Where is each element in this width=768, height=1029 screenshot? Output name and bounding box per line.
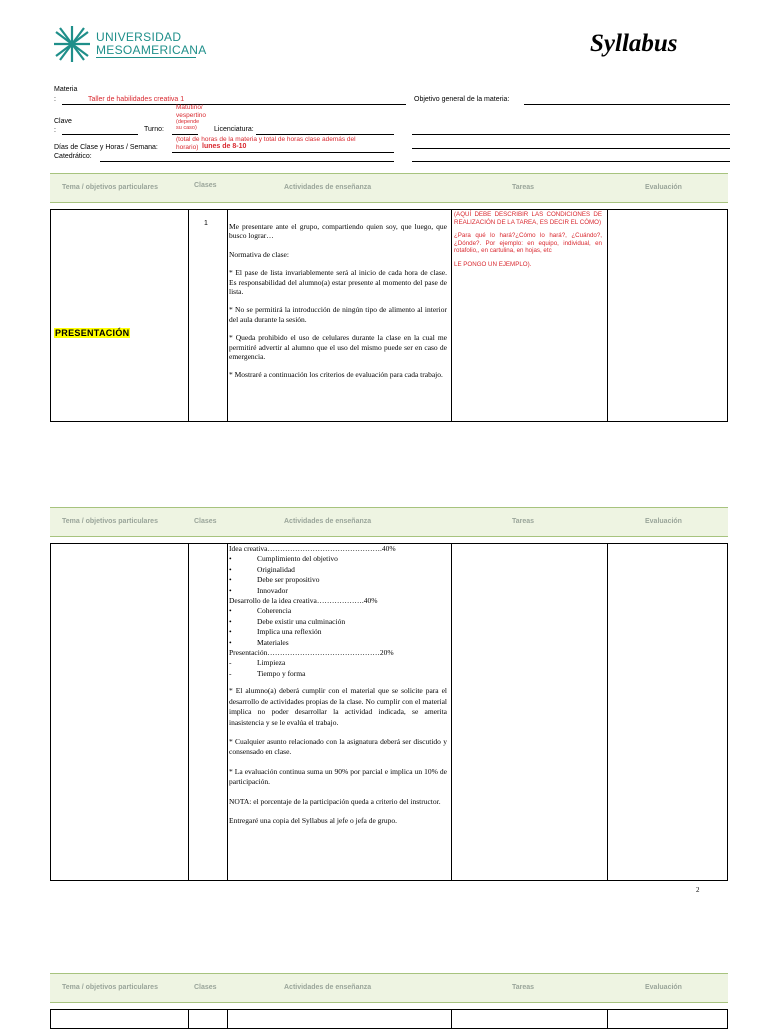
list-item: • Materiales <box>229 638 447 648</box>
desarrollo-line: Desarrollo de la idea creativa……………….40% <box>229 596 378 606</box>
col-actividades-header: Actividades de enseñanza <box>284 184 372 191</box>
tema-presentacion: PRESENTACIÓN <box>55 328 130 338</box>
col-tareas-header: Tareas <box>512 184 535 191</box>
col-tema-header: Tema / objetivos particulares <box>62 984 158 991</box>
col-divider <box>227 1010 228 1028</box>
col-divider <box>607 1010 608 1028</box>
col-evaluacion-header: Evaluación <box>645 984 682 991</box>
list-item: • Coherencia <box>229 606 447 616</box>
idea-creativa-line: Idea creativa……………………………………….40% <box>229 544 396 553</box>
clave-label: Clave <box>54 118 72 125</box>
licenciatura-label: Licenciatura: <box>214 126 254 133</box>
materia-value[interactable]: Taller de habilidades creativa 1 <box>88 96 185 103</box>
materia-underline <box>62 104 406 105</box>
syllabus-table-3 <box>50 1009 728 1029</box>
objetivo-field[interactable] <box>524 104 730 105</box>
logo-emblem-icon <box>52 24 92 64</box>
actividades-cell-2 <box>229 544 447 826</box>
page-number: 2 <box>696 886 700 894</box>
list-item: • Originalidad <box>229 565 447 575</box>
list-item: • Implica una reflexión <box>229 627 447 637</box>
tarea-paragraph: LE PONGO UN EJEMPLO). <box>454 260 532 268</box>
dias-label: Días de Clase y Horas / Semana: <box>54 144 158 151</box>
logo-underline <box>96 57 196 58</box>
objetivo-line-3[interactable] <box>412 148 730 149</box>
col-actividades-header: Actividades de enseñanza <box>284 518 372 525</box>
actividad-paragraph: * No se permitirá la introducción de ningún tipo de alimento al interior del aula durante la sesión. <box>229 305 447 324</box>
col-divider <box>227 210 228 421</box>
document-title: Syllabus <box>590 30 678 57</box>
dias-underline <box>172 152 394 153</box>
table-header-band-3 <box>50 973 728 1003</box>
col-divider <box>188 210 189 421</box>
horas-value[interactable]: lunes de 8-10 <box>202 143 247 150</box>
actividad-paragraph: * Mostraré a continuación los criterios de evaluación para cada trabajo. <box>229 370 443 380</box>
col-tema-header: Tema / objetivos particulares <box>62 518 158 525</box>
licenciatura-field[interactable] <box>256 134 394 135</box>
actividad-paragraph: * La evaluación continua suma un 90% por parcial e implica un 10% de participación. <box>229 766 447 787</box>
horas-note: (total de horas de la materia y total de horas clase además del horario) <box>176 136 356 151</box>
tareas-cell-1 <box>454 211 602 275</box>
actividad-paragraph: Me presentare ante el grupo, compartiendo quien soy, que luego, que busco lograr… <box>229 222 447 241</box>
col-clases-header: Clases <box>194 182 217 189</box>
actividad-paragraph: * El alumno(a) deberá cumplir con el material que se solicite para el desarrollo de actividades propias de la clase. No cumplir con el material implica no poder desarrollar la actividad indicada, se amerita inasistencia y se le evalúa el trabajo. <box>229 686 447 727</box>
materia-label: Materia <box>54 86 78 93</box>
list-item: • Debe ser propositivo <box>229 575 447 585</box>
col-divider <box>188 544 189 880</box>
list-item: - Tiempo y forma <box>229 669 447 679</box>
col-divider <box>451 544 452 880</box>
logo-text-line2: MESOAMERICANA <box>96 43 207 57</box>
col-tareas-header: Tareas <box>512 518 535 525</box>
objetivo-label: Objetivo general de la materia: <box>414 96 510 103</box>
col-divider <box>607 210 608 421</box>
col-evaluacion-header: Evaluación <box>645 518 682 525</box>
logo-text-line1: UNIVERSIDAD <box>96 30 182 44</box>
objetivo-line-4[interactable] <box>412 161 730 162</box>
turno-label: Turno: <box>144 126 164 133</box>
university-logo <box>52 24 207 64</box>
clave-colon: : <box>54 127 56 134</box>
catedratico-field[interactable] <box>100 161 394 162</box>
turno-field[interactable] <box>172 134 198 135</box>
turno-depende-note: (depende su caso) <box>176 119 200 131</box>
col-divider <box>451 210 452 421</box>
tarea-paragraph: ¿Para qué lo hará?¿Cómo lo hará?, ¿Cuándo?, ¿Dónde?. Por ejemplo: en equipo, individual, en rotafolio,, en cartulina, en hojas, etc <box>454 232 602 255</box>
table-header-band-2 <box>50 507 728 537</box>
col-actividades-header: Actividades de enseñanza <box>284 984 372 991</box>
col-clases-header: Clases <box>194 518 217 525</box>
list-item: • Cumplimiento del objetivo <box>229 554 447 564</box>
col-tema-header: Tema / objetivos particulares <box>62 184 158 191</box>
actividades-cell-1 <box>229 222 447 389</box>
col-divider <box>451 1010 452 1028</box>
desarrollo-criteria-list <box>229 606 447 648</box>
list-item: • Innovador <box>229 586 447 596</box>
presentacion-line: Presentación………………………………………20% <box>229 648 394 658</box>
materia-colon: : <box>54 96 56 103</box>
col-divider <box>188 1010 189 1028</box>
idea-criteria-list <box>229 554 447 596</box>
col-divider <box>227 544 228 880</box>
turno-options: Matutino/ vespertino <box>176 104 206 119</box>
actividad-paragraph: * El pase de lista invariablemente será al inicio de cada hora de clase. Es responsabilidad del alumno(a) estar presente al momento del pase de lista. <box>229 268 447 297</box>
actividad-paragraph: * Cualquier asunto relacionado con la asignatura deberá ser discutido y consensado en clase. <box>229 736 447 757</box>
list-item: • Debe existir una culminación <box>229 617 447 627</box>
col-clases-header: Clases <box>194 984 217 991</box>
col-divider <box>607 544 608 880</box>
table-header-band-1 <box>50 173 728 203</box>
actividad-paragraph: NOTA: el porcentaje de la participación queda a criterio del instructor. <box>229 796 441 806</box>
clave-field[interactable] <box>62 134 138 135</box>
catedratico-label: Catedrático: <box>54 153 92 160</box>
actividad-paragraph: Entregaré una copia del Syllabus al jefe o jefa de grupo. <box>229 815 398 825</box>
objetivo-line-2[interactable] <box>412 134 730 135</box>
actividad-paragraph: * Queda prohibido el uso de celulares durante la clase en la cual me permitiré advertir al alumno que el uso del mismo puede ser en caso de emergencia. <box>229 333 447 362</box>
actividad-paragraph: Normativa de clase: <box>229 249 289 259</box>
col-evaluacion-header: Evaluación <box>645 184 682 191</box>
presentacion-criteria-list <box>229 658 447 679</box>
col-tareas-header: Tareas <box>512 984 535 991</box>
tarea-paragraph: (AQUÍ DEBE DESCRIBIR LAS CONDICIONES DE REALIZACIÓN DE LA TAREA, ES DECIR EL CÓMO) <box>454 211 602 226</box>
clases-number: 1 <box>204 220 208 227</box>
list-item: - Limpieza <box>229 658 447 668</box>
